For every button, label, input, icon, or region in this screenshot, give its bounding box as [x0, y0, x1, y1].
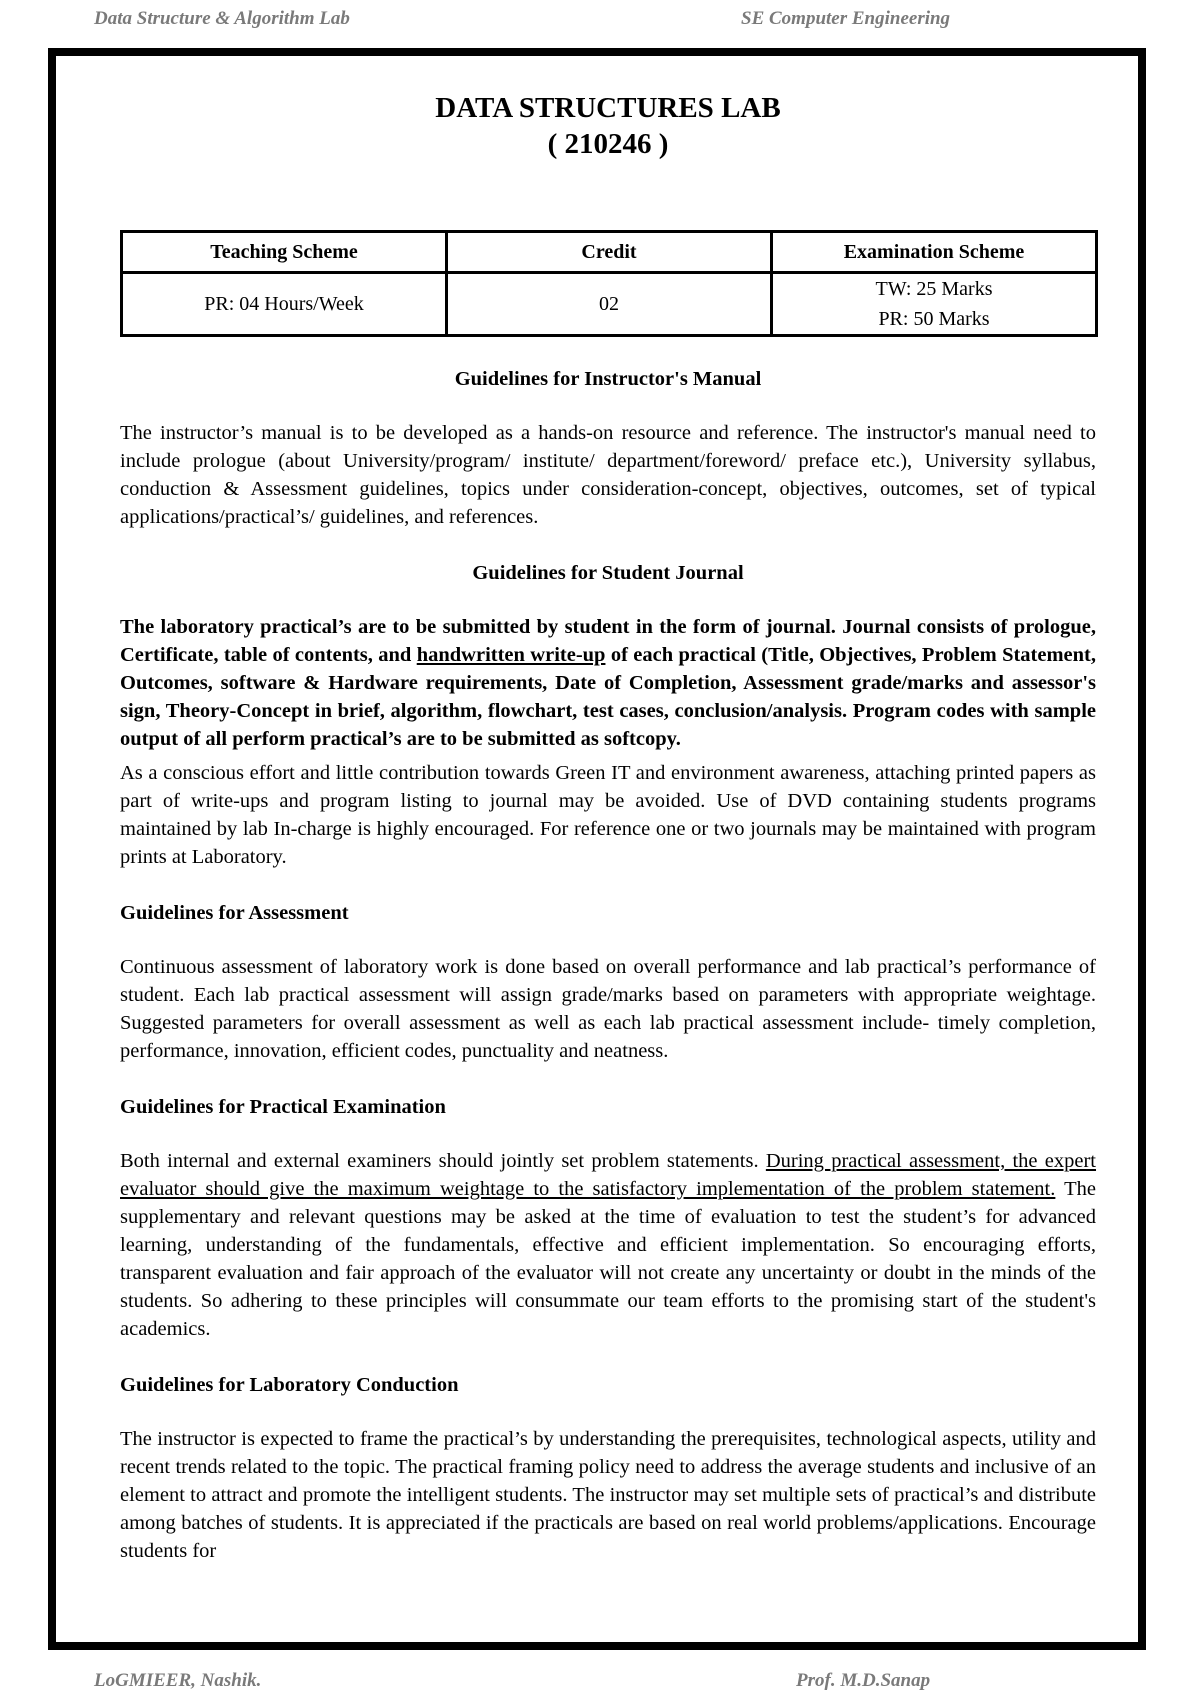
practical-underlined-text: During practical assessment, the expert evaluator should give the maximum weightage to the satisfactory implementation of the problem statement.	[120, 1150, 1097, 1200]
running-footer-right: Prof. M.D.Sanap	[796, 1670, 931, 1691]
practical-text-a: Both internal and external examiners should jointly set problem statements.	[120, 1150, 766, 1172]
page-frame	[48, 48, 1146, 1650]
lab-conduction-text: The instructor is expected to frame the practical’s by understanding the prerequisites, technological aspects, utility and recent trends related to the topic. The practical framing policy need to address the average students and inclusive of an element to attract and promote the intelligent students. The instructor may set multiple sets of practical’s and distribute among batches of students. It is appreciated if the practicals are based on real world problems/applications. Encourage students for	[120, 1428, 1096, 1562]
assessment-text: Continuous assessment of laboratory work is done based on overall performance and lab practical’s performance of student. Each lab practical assessment will assign grade/marks based on parameters with appropriate weightage. Suggested parameters for overall assessment as well as each lab practical assessment include- timely completion, performance, innovation, efficient codes, punctuality and neatness.	[120, 956, 1096, 1062]
journal-bold-text-a: The laboratory practical’s are to be submitted by student in the form of journal. Journal consists of prologue, Certificate, table of contents, and	[120, 616, 1096, 666]
practical-exam-heading: Guidelines for Practical Examination	[120, 1096, 446, 1118]
page-title	[120, 90, 1096, 162]
header-examination-scheme: Examination Scheme	[772, 232, 1097, 273]
running-header-left: Data Structure & Algorithm Lab	[94, 8, 350, 29]
credit-value: 02	[447, 273, 772, 336]
lab-conduction-heading: Guidelines for Laboratory Conduction	[120, 1374, 459, 1396]
journal-bold-text-b: of each practical (Title, Objectives, Problem Statement, Outcomes, software & Hardware requirements, Date of Completion, Assessment grade/marks and assessor's sign, Theory-Concept in brief, algorithm, flowchart, test cases, conclusion/analysis. Program codes with sample output of all perform practical’s are to be submitted as softcopy.	[120, 644, 1097, 750]
exam-pr-marks: PR: 50 Marks	[878, 308, 990, 330]
practical-text-b: The supplementary and relevant questions may be asked at the time of evaluation to test the student’s for advanced learning, understanding of the fundamentals, effective and efficient implementation. So encouraging efforts, transparent evaluation and fair approach of the evaluator will not create any uncertainty or doubt in the minds of the students. So adhering to these principles will consummate our team efforts to the promising start of the student's academics.	[120, 1178, 1096, 1340]
scheme-header-row	[122, 232, 1097, 273]
header-credit: Credit	[447, 232, 772, 273]
title-course-code: ( 210246 )	[547, 128, 669, 160]
exam-tw-marks: TW: 25 Marks	[875, 278, 993, 300]
header-teaching-scheme: Teaching Scheme	[122, 232, 447, 273]
scheme-value-row	[122, 273, 1097, 336]
assessment-heading: Guidelines for Assessment	[120, 902, 349, 924]
page-content	[120, 90, 1096, 1565]
running-header-right: SE Computer Engineering	[741, 8, 951, 29]
practical-exam-paragraph	[120, 1147, 1096, 1343]
running-footer-left: LoGMIEER, Nashik.	[94, 1670, 262, 1691]
journal-underlined-text: handwritten write-up	[416, 644, 606, 666]
student-journal-text: As a conscious effort and little contribution towards Green IT and environment awareness, attaching printed papers as part of write-ups and program listing to journal may be avoided. Use of DVD containing students programs maintained by lab In-charge is highly encouraged. For reference one or two journals may be maintained with program prints at Laboratory.	[120, 762, 1096, 868]
title-line-1: DATA STRUCTURES LAB	[435, 92, 781, 124]
student-journal-heading: Guidelines for Student Journal	[472, 562, 744, 584]
teaching-scheme-value: PR: 04 Hours/Week	[122, 273, 447, 336]
instructor-manual-heading: Guidelines for Instructor's Manual	[454, 368, 762, 390]
student-journal-bold-paragraph	[120, 613, 1096, 753]
instructor-manual-text: The instructor’s manual is to be developed as a hands-on resource and reference. The instructor's manual need to include prologue (about University/program/ institute/ department/foreword/ preface etc.), University syllabus, conduction & Assessment guidelines, topics under consideration-concept, objectives, outcomes, set of typical applications/practical’s/ guidelines, and references.	[120, 422, 1096, 528]
scheme-table	[120, 230, 1098, 337]
examination-scheme-value	[772, 273, 1097, 336]
